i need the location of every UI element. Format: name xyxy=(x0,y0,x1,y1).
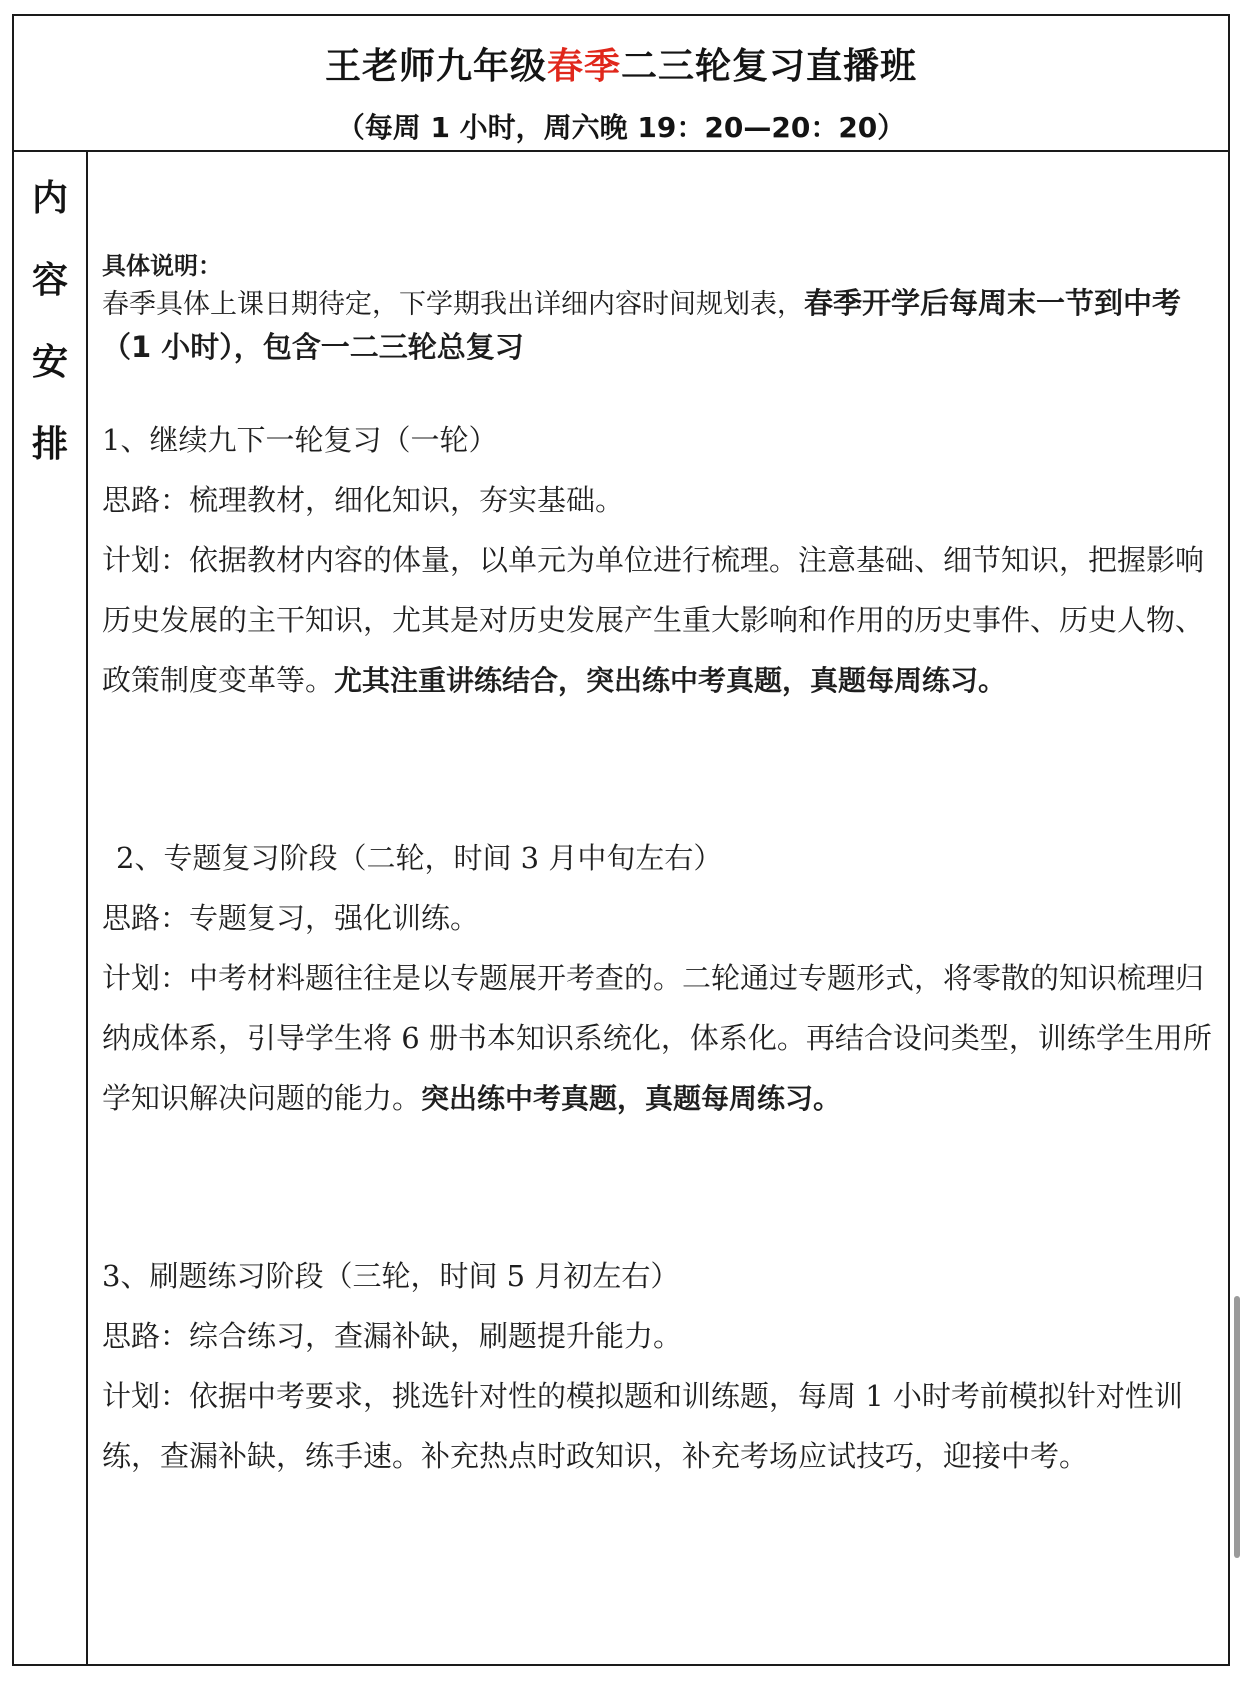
label-char-2: 容 xyxy=(31,260,68,301)
title-prefix: 王老师九年级 xyxy=(324,46,547,87)
section-plan-text: 计划：依据中考要求，挑选针对性的模拟题和训练题，每周 1 小时考前模拟针对性训练，查漏补缺，练手速。补充热点时政知识，补充考场应试技巧，迎接中考。 xyxy=(102,1379,1183,1473)
section-idea: 思路：综合练习，查漏补缺，刷题提升能力。 xyxy=(102,1319,683,1353)
section-heading: 2、专题复习阶段（二轮，时间 3 月中旬左右） xyxy=(116,841,723,875)
section-plan-emphasis: 尤其注重讲练结合，突出练中考真题，真题每周练习。 xyxy=(334,664,1007,697)
intro-text xyxy=(102,282,1222,370)
section-plan xyxy=(102,530,1212,711)
title-highlight: 春季 xyxy=(546,46,621,87)
section-plan xyxy=(102,948,1212,1129)
page-title xyxy=(14,38,1228,89)
section-round-2 xyxy=(102,828,1212,1129)
label-char-3: 安 xyxy=(31,342,68,383)
section-round-1 xyxy=(102,410,1212,711)
section-heading: 3、刷题练习阶段（三轮，时间 5 月初左右） xyxy=(102,1259,680,1293)
content-cell xyxy=(102,150,1214,1664)
schedule-table xyxy=(12,14,1230,1666)
intro-text-plain: 春季具体上课日期待定，下学期我出详细内容时间规划表， xyxy=(102,289,804,320)
table-header xyxy=(14,16,1228,152)
section-idea: 思路：专题复习，强化训练。 xyxy=(102,901,480,935)
section-idea: 思路：梳理教材，细化知识，夯实基础。 xyxy=(102,483,625,517)
intro-label: 具体说明： xyxy=(102,252,222,280)
title-suffix: 二三轮复习直播班 xyxy=(621,46,918,87)
section-round-3 xyxy=(102,1246,1212,1486)
section-heading: 1、继续九下一轮复习（一轮） xyxy=(102,423,498,457)
section-plan-text: 计划：中考材料题往往是以专题展开考查的。二轮通过专题形式，将零散的知识梳理归纳成体系，引导学生将 6 册书本知识系统化，体系化。再结合设问类型，训练学生用所学知识解决问题的能力。 xyxy=(102,961,1212,1115)
scrollbar[interactable] xyxy=(1234,1296,1240,1558)
intro-text-bold: 春季开学后每周末一节到中考（1 小时），包含一二三轮总复习 xyxy=(102,286,1182,364)
section-plan-emphasis: 突出练中考真题，真题每周练习。 xyxy=(421,1082,842,1115)
section-plan-text: 计划：依据教材内容的体量，以单元为单位进行梳理。注意基础、细节知识，把握影响历史发展的主干知识，尤其是对历史发展产生重大影响和作用的历史事件、历史人物、政策制度变革等。 xyxy=(102,543,1205,697)
schedule-subtitle: （每周 1 小时，周六晚 19：20—20：20） xyxy=(336,111,906,144)
label-char-4: 排 xyxy=(31,424,68,465)
label-char-1: 内 xyxy=(31,178,68,219)
section-plan xyxy=(102,1366,1212,1486)
content-arrangement-label xyxy=(14,150,88,1664)
